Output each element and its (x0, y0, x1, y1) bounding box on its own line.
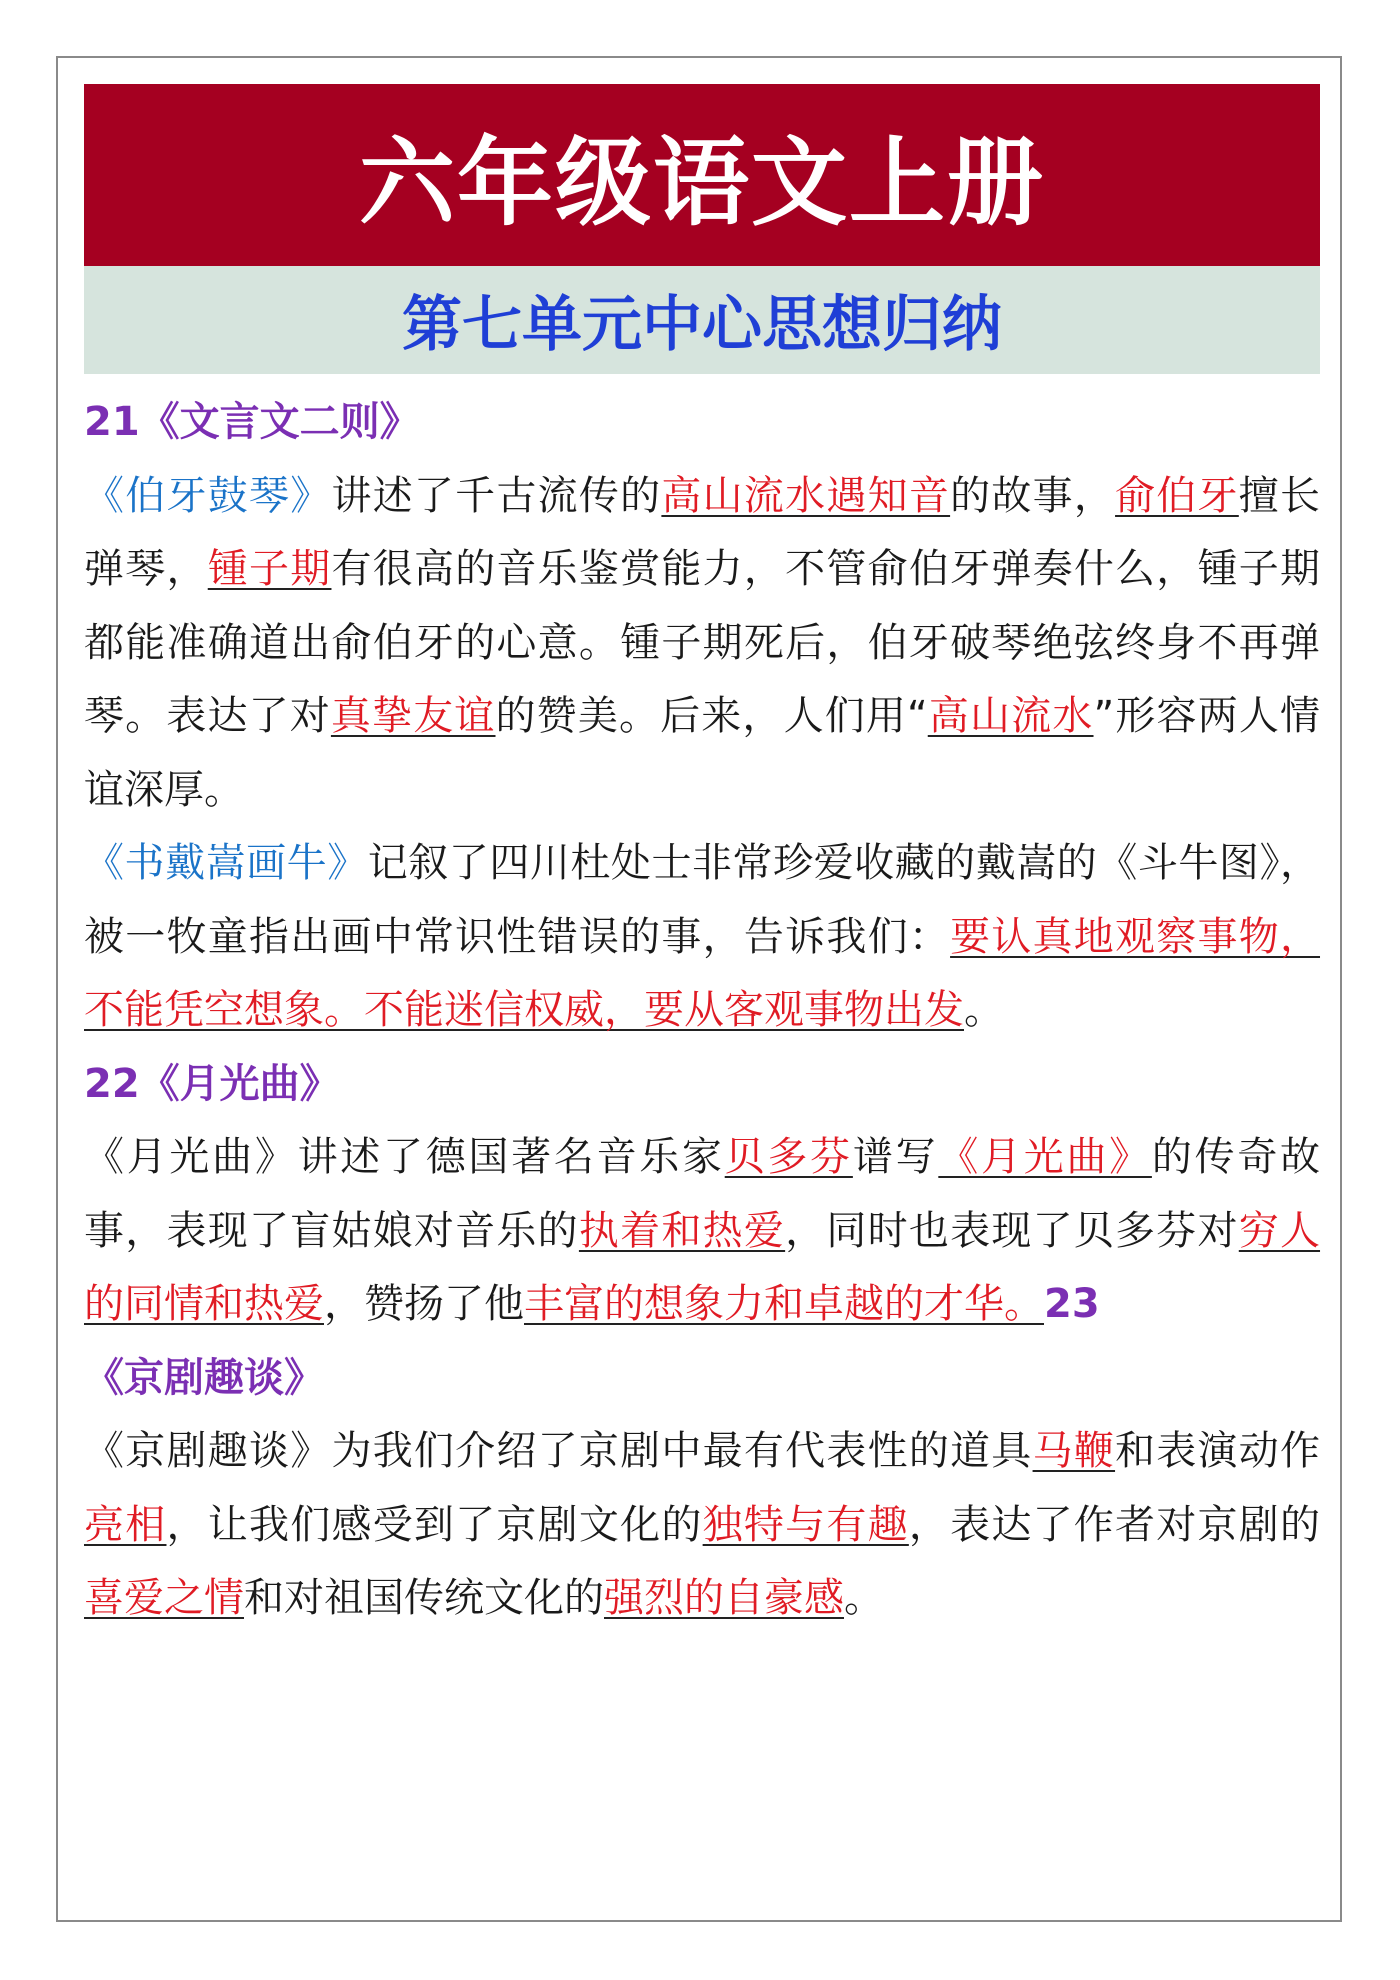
paragraph-jingju-qutan (84, 1415, 1320, 1636)
subtitle-banner (84, 266, 1320, 374)
body-text: 的赞美。后来，人们用“ (495, 693, 928, 739)
highlight-phrase: 锺子期 (207, 546, 332, 592)
body-text: 的故事， (950, 472, 1116, 519)
highlight-phrase: 《月光曲》 (938, 1134, 1152, 1180)
body-text: 讲述了千古流传的 (331, 472, 662, 519)
highlight-phrase: 喜爱之情 (84, 1575, 244, 1621)
lesson-reference: 《书戴嵩画牛》 (84, 840, 368, 886)
body-text: 擅长弹琴， (84, 472, 1321, 592)
highlight-phrase: 亮相 (84, 1501, 167, 1548)
highlight-phrase: 马鞭 (1032, 1428, 1116, 1474)
body-text: 《京剧趣谈》为我们介绍了京剧中最有代表性的道具 (84, 1428, 1033, 1474)
body-text: ，赞扬了他 (324, 1281, 524, 1327)
body-text: 谱写 (852, 1134, 939, 1180)
body-text: ”形容两人情谊深厚。 (84, 693, 1320, 813)
highlight-phrase: 执着和热爱 (578, 1207, 786, 1254)
highlight-phrase: 强烈的自豪感 (604, 1575, 844, 1621)
page-title: 六年级语文上册 (359, 125, 1045, 239)
section-heading-21: 21《文言文二则》 (84, 399, 420, 445)
paragraph-yueguangqu (84, 1121, 1320, 1342)
highlight-phrase: 俞伯牙 (1115, 472, 1239, 519)
title-banner (84, 84, 1320, 266)
body-text: 和对祖国传统文化的 (244, 1575, 604, 1621)
body-text: 。 (844, 1575, 884, 1621)
highlight-phrase: 真挚友谊 (330, 693, 496, 739)
highlight-phrase: 贝多芬 (724, 1134, 853, 1180)
body-text: 。 (964, 987, 1004, 1033)
page-content (84, 84, 1320, 1636)
body-text: ，让我们感受到了京剧文化的 (166, 1501, 703, 1548)
body-text: 的传奇故事，表现了盲姑娘对音乐的 (84, 1134, 1321, 1254)
page-subtitle: 第七单元中心思想归纳 (402, 290, 1002, 360)
body-text: ，表达了作者对京剧的 (908, 1501, 1321, 1548)
body-text: ，同时也表现了贝多芬对 (785, 1207, 1239, 1254)
highlight-phrase: 穷人的同情和热爱 (84, 1207, 1321, 1327)
lesson-reference: 《伯牙鼓琴》 (84, 472, 332, 519)
body-text: 和表演动作 (1115, 1428, 1321, 1474)
highlight-phrase: 高山流水遇知音 (661, 472, 951, 519)
paragraph-daisong-huaniu (84, 827, 1320, 1048)
section-heading-22: 22《月光曲》 (84, 1060, 340, 1107)
body-text: 《月光曲》讲述了德国著名音乐家 (84, 1134, 725, 1180)
highlight-phrase: 独特与有趣 (702, 1501, 909, 1548)
section-heading-23: 《京剧趣谈》 (84, 1354, 324, 1401)
section-number-23: 23 (1044, 1281, 1100, 1327)
body-text: 记叙了四川杜处士非常珍爱收藏的戴嵩的《斗牛图》，被一牧童指出画中常识性错误的事，告诉我们： (84, 840, 1321, 960)
paragraph-boya-guqin (84, 460, 1320, 828)
body-text: 有很高的音乐鉴赏能力，不管俞伯牙弹奏什么，锺子期都能准确道出俞伯牙的心意。锺子期死后，伯牙破琴绝弦终身不再弹琴。表达了对 (84, 546, 1321, 739)
highlight-phrase: 高山流水 (927, 693, 1094, 739)
highlight-phrase: 要认真地观察事物，不能凭空想象。不能迷信权威，要从客观事物出发 (84, 913, 1321, 1033)
highlight-phrase: 丰富的想象力和卓越的才华。 (524, 1281, 1044, 1327)
